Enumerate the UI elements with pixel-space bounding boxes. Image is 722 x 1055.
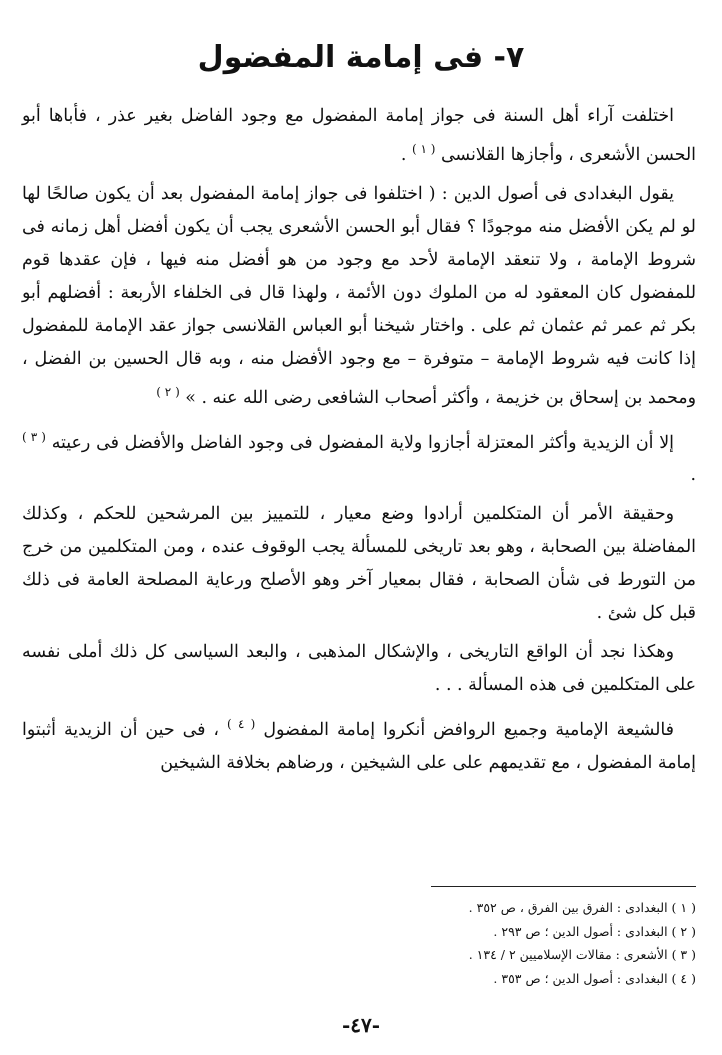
paragraph-text: وحقيقة الأمر أن المتكلمين أرادوا وضع معيار ، للتمييز بين المرشحين للحكم ، وكذلك المفاضلة بين الصحابة ، وهو بعد تاريخى للمسألة يجب الوقوف عنده ، ومن المتكلمين من خرج من التورط فى شأن الصحابة ، فقال بمعيار آخر وهو الأصلح ورعاية المصلحة العامة فى ذلك قبل كل شئ .: [22, 504, 696, 624]
paragraph-text: وهكذا نجد أن الواقع التاريخى ، والإشكال المذهبى ، والبعد السياسى كل ذلك أملى نفسه على المتكلمين فى هذه المسألة . . .: [22, 642, 696, 696]
footnote-ref-1: ( ١ ): [411, 142, 436, 156]
paragraph-2: [22, 178, 696, 415]
page-number: -٤٧-: [341, 1013, 381, 1037]
paragraph-tail: ، فى حين أن الزيدية أثبتوا إمامة المفضول ، مع تقديمهم على على الشيخين ، ورضاهم بخلافة الشيخين: [22, 720, 696, 774]
footnote-4: ( ٤ ) البغدادى : أصول الدين ؛ ص ٣٥٣ .: [493, 970, 696, 986]
paragraph-text: اختلفت آراء أهل السنة فى جواز إمامة المفضول مع وجود الفاضل بغير عذر ، فأباها أبو الحسن الأشعرى ، وأجازها القلانسى: [22, 106, 696, 165]
body-text: [22, 100, 696, 786]
paragraph-1: [22, 100, 696, 172]
footnote-ref-4: ( ٤ ): [226, 717, 256, 732]
footnote-1: ( ١ ) البغدادى : الفرق بين الفرق ، ص ٣٥٢ .: [468, 900, 696, 915]
page-title: ٧- فى إمامة المفضول: [197, 40, 525, 75]
footnote-divider: [431, 886, 696, 887]
paragraph-6: [22, 708, 696, 780]
paragraph-3: [22, 421, 696, 493]
footnotes: [200, 896, 696, 990]
paragraph-text: إلا أن الزيدية وأكثر المعتزلة أجازوا ولاية المفضول فى وجود الفاضل والأفضل فى رعيته: [51, 432, 675, 453]
paragraph-text: فالشيعة الإمامية وجميع الروافض أنكروا إمامة المفضول: [263, 720, 674, 741]
paragraph-tail: .: [690, 465, 696, 486]
paragraph-4: [22, 498, 696, 630]
paragraph-text: يقول البغدادى فى أصول الدين : ( اختلفوا فى جواز إمامة المفضول بعد أن يكون صالحًا لها لو لم يكن الأفضل منه موجودًا ؟ فقال أبو الحسن الأشعرى يجب أن يكون أفضل أهل زمانه فى شروط الإمامة ، ولا تنعقد الإمامة لأحد مع وجود من هو أفضل منه فيها ، فإن عقدها قوم للمفضول كان المعقود له من الملوك دون الأئمة ، ولهذا قال فى الخلفاء الأربعة : أفضلهم أبو بكر ثم عمر ثم عثمان ثم على . واختار شيخنا أبو العباس القلانسى جواز عقد الإمامة للمفضول إذا كانت فيه شروط الإمامة – متوفرة – مع وجود الأفضل منه ، وبه قال الحسين بن الفضل ، ومحمد بن إسحاق بن خزيمة ، وأكثر أصحاب الشافعى رضى الله عنه . »: [22, 183, 696, 408]
footnote-3: ( ٣ ) الأشعرى : مقالات الإسلاميين ٢ / ١٣٤ .: [468, 947, 696, 962]
paragraph-5: [22, 636, 696, 702]
paragraph-tail: .: [400, 144, 412, 165]
footnote-ref-3: ( ٣ ): [22, 429, 46, 444]
footnote-ref-2: ( ٢ ): [156, 384, 180, 399]
footnote-2: ( ٢ ) البغدادى : أصول الدين ؛ ص ٢٩٣ .: [493, 923, 696, 939]
